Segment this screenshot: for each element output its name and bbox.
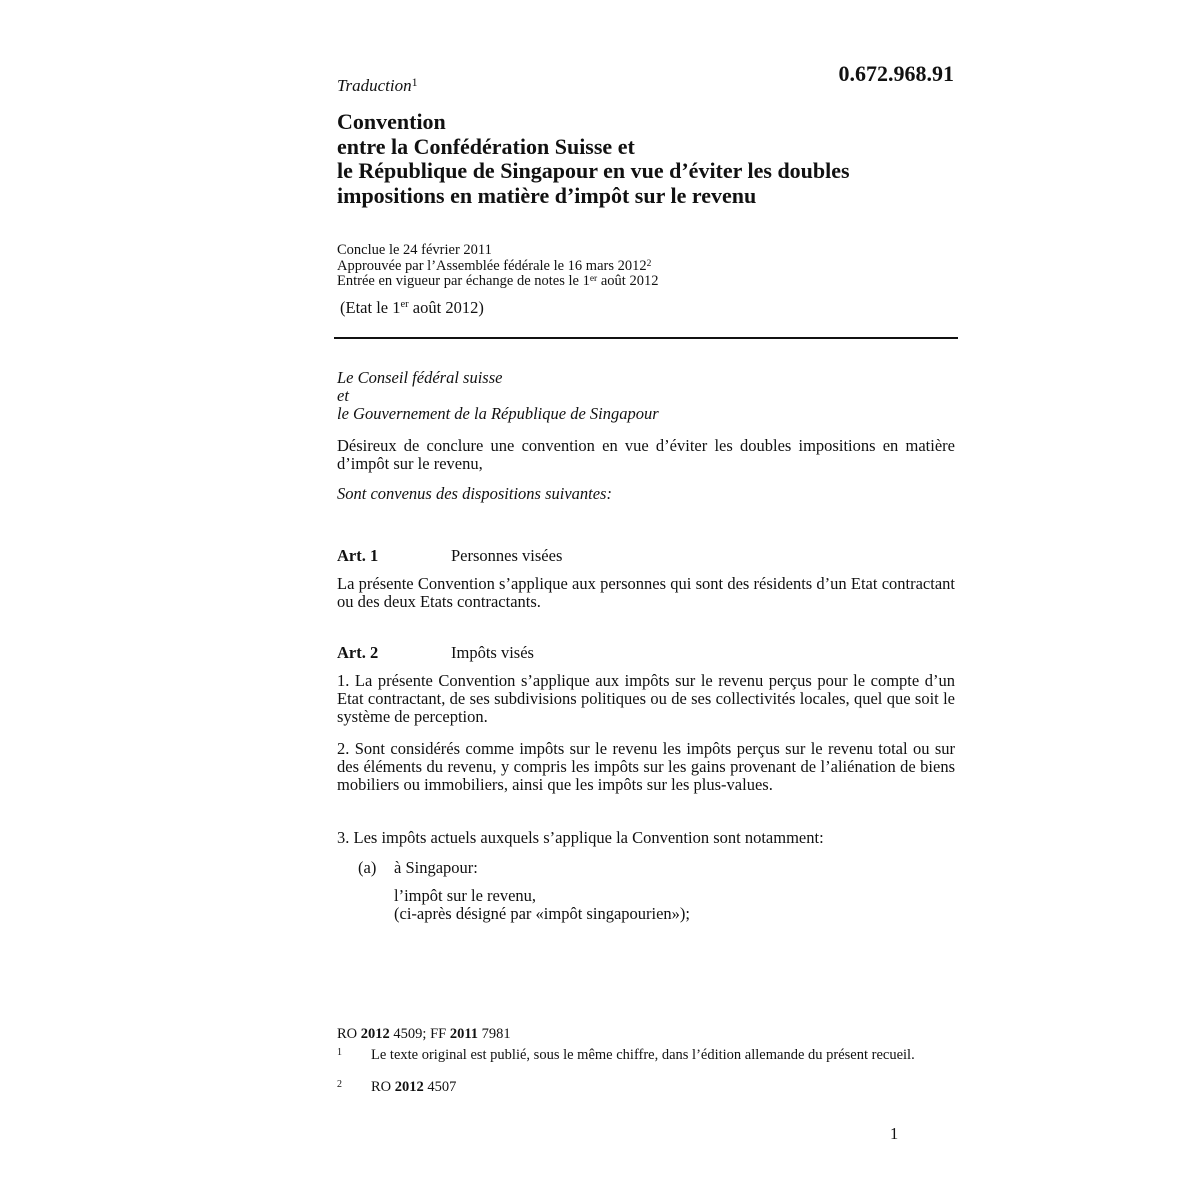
article-1-title: Personnes visées bbox=[451, 546, 563, 565]
item-a-text: à Singapour: bbox=[394, 858, 478, 877]
ordinal-suffix: er bbox=[589, 274, 598, 284]
entree-text: Entrée en vigueur par échange de notes le 1 bbox=[337, 273, 590, 289]
traduction-text: Traduction bbox=[337, 76, 412, 95]
item-a-line-2: (ci-après désigné par «impôt singapourien»); bbox=[394, 904, 690, 923]
etat-text-end: août 2012) bbox=[408, 298, 484, 317]
footnote-2 bbox=[337, 1080, 937, 1095]
article-2-heading bbox=[337, 643, 534, 663]
parties-block bbox=[337, 369, 955, 424]
ff-label: FF bbox=[430, 1026, 447, 1042]
document-title bbox=[337, 110, 957, 208]
fn2-ro-page: 4507 bbox=[427, 1079, 457, 1095]
page-number: 1 bbox=[890, 1124, 899, 1143]
entree-date bbox=[337, 274, 658, 290]
traduction-label bbox=[337, 75, 418, 96]
footnote-2-text bbox=[371, 1080, 937, 1095]
article-2-title: Impôts visés bbox=[451, 643, 534, 662]
title-line: Convention bbox=[337, 109, 446, 134]
article-2-paragraph-2: 2. Sont considérés comme impôts sur le revenu les impôts perçus sur le revenu total ou sur des éléments du revenu, y compris les impôts sur les gains provenant de l’aliénation de biens mobiliers ou immobiliers, ainsi que les impôts sur les plus-values. bbox=[337, 739, 955, 795]
title-line: le République de Singapour en vue d’éviter les doubles bbox=[337, 158, 850, 183]
dates-block bbox=[337, 243, 658, 290]
footnote-2-mark: 2 bbox=[337, 1079, 342, 1090]
party-singapore: le Gouvernement de la République de Singapour bbox=[337, 404, 659, 424]
article-1-number: Art. 1 bbox=[337, 546, 379, 565]
etat-date bbox=[340, 298, 484, 318]
title-line: impositions en matière d’impôt sur le revenu bbox=[337, 182, 757, 208]
article-2-paragraph-3: 3. Les impôts actuels auxquels s’applique la Convention sont notamment: bbox=[337, 828, 824, 847]
ff-year: 2011 bbox=[449, 1026, 479, 1042]
article-2-number: Art. 2 bbox=[337, 643, 379, 662]
approuvee-text: Approuvée par l’Assemblée fédérale le 16 mars 2012 bbox=[337, 257, 647, 274]
footnote-1 bbox=[337, 1048, 937, 1063]
article-1-text: La présente Convention s’applique aux personnes qui sont des résidents d’un Etat contractant ou des deux Etats contractants. bbox=[337, 574, 955, 612]
title-line: entre la Confédération Suisse et bbox=[337, 133, 635, 159]
item-a-line-1: l’impôt sur le revenu, bbox=[394, 886, 537, 905]
footnote-1-text: Le texte original est publié, sous le même chiffre, dans l’édition allemande du présent recueil. bbox=[371, 1047, 915, 1063]
footer-reference bbox=[337, 1026, 511, 1043]
header-divider bbox=[334, 337, 958, 339]
article-2-paragraph-1: 1. La présente Convention s’applique aux impôts sur le revenu perçus pour le compte d’un Etat contractant, de ses subdivisions politiques ou de ses collectivités locales, quel que soit le système de perception. bbox=[337, 671, 955, 727]
ro-label: RO bbox=[337, 1026, 358, 1042]
preamble-convenus: Sont convenus des dispositions suivantes: bbox=[337, 484, 612, 503]
entree-text-end: août 2012 bbox=[597, 273, 659, 289]
footnote-1-mark: 1 bbox=[337, 1047, 342, 1058]
ro-year: 2012 bbox=[360, 1026, 390, 1042]
footnote-ref-1[interactable]: 1 bbox=[411, 75, 418, 89]
approuvee-date bbox=[337, 259, 658, 275]
etat-text: (Etat le 1 bbox=[340, 298, 401, 317]
ff-page: 7981 bbox=[481, 1026, 511, 1042]
article-1-heading bbox=[337, 546, 562, 566]
party-conjunction: et bbox=[337, 386, 349, 406]
sr-number: 0.672.968.91 bbox=[838, 61, 954, 86]
fn2-ro-label: RO bbox=[371, 1079, 392, 1095]
item-a-label: (a) bbox=[358, 858, 377, 877]
party-swiss: Le Conseil fédéral suisse bbox=[337, 368, 503, 387]
ordinal-suffix: er bbox=[400, 299, 409, 310]
ro-page: 4509; bbox=[393, 1026, 427, 1042]
preamble-desireux: Désireux de conclure une convention en vue d’éviter les doubles impositions en matière d’impôt sur le revenu, bbox=[337, 436, 955, 474]
article-2-item-a bbox=[358, 858, 478, 878]
footnote-ref-2[interactable]: 2 bbox=[646, 258, 652, 269]
fn2-ro-year: 2012 bbox=[394, 1079, 424, 1095]
conclue-date: Conclue le 24 février 2011 bbox=[337, 242, 492, 258]
